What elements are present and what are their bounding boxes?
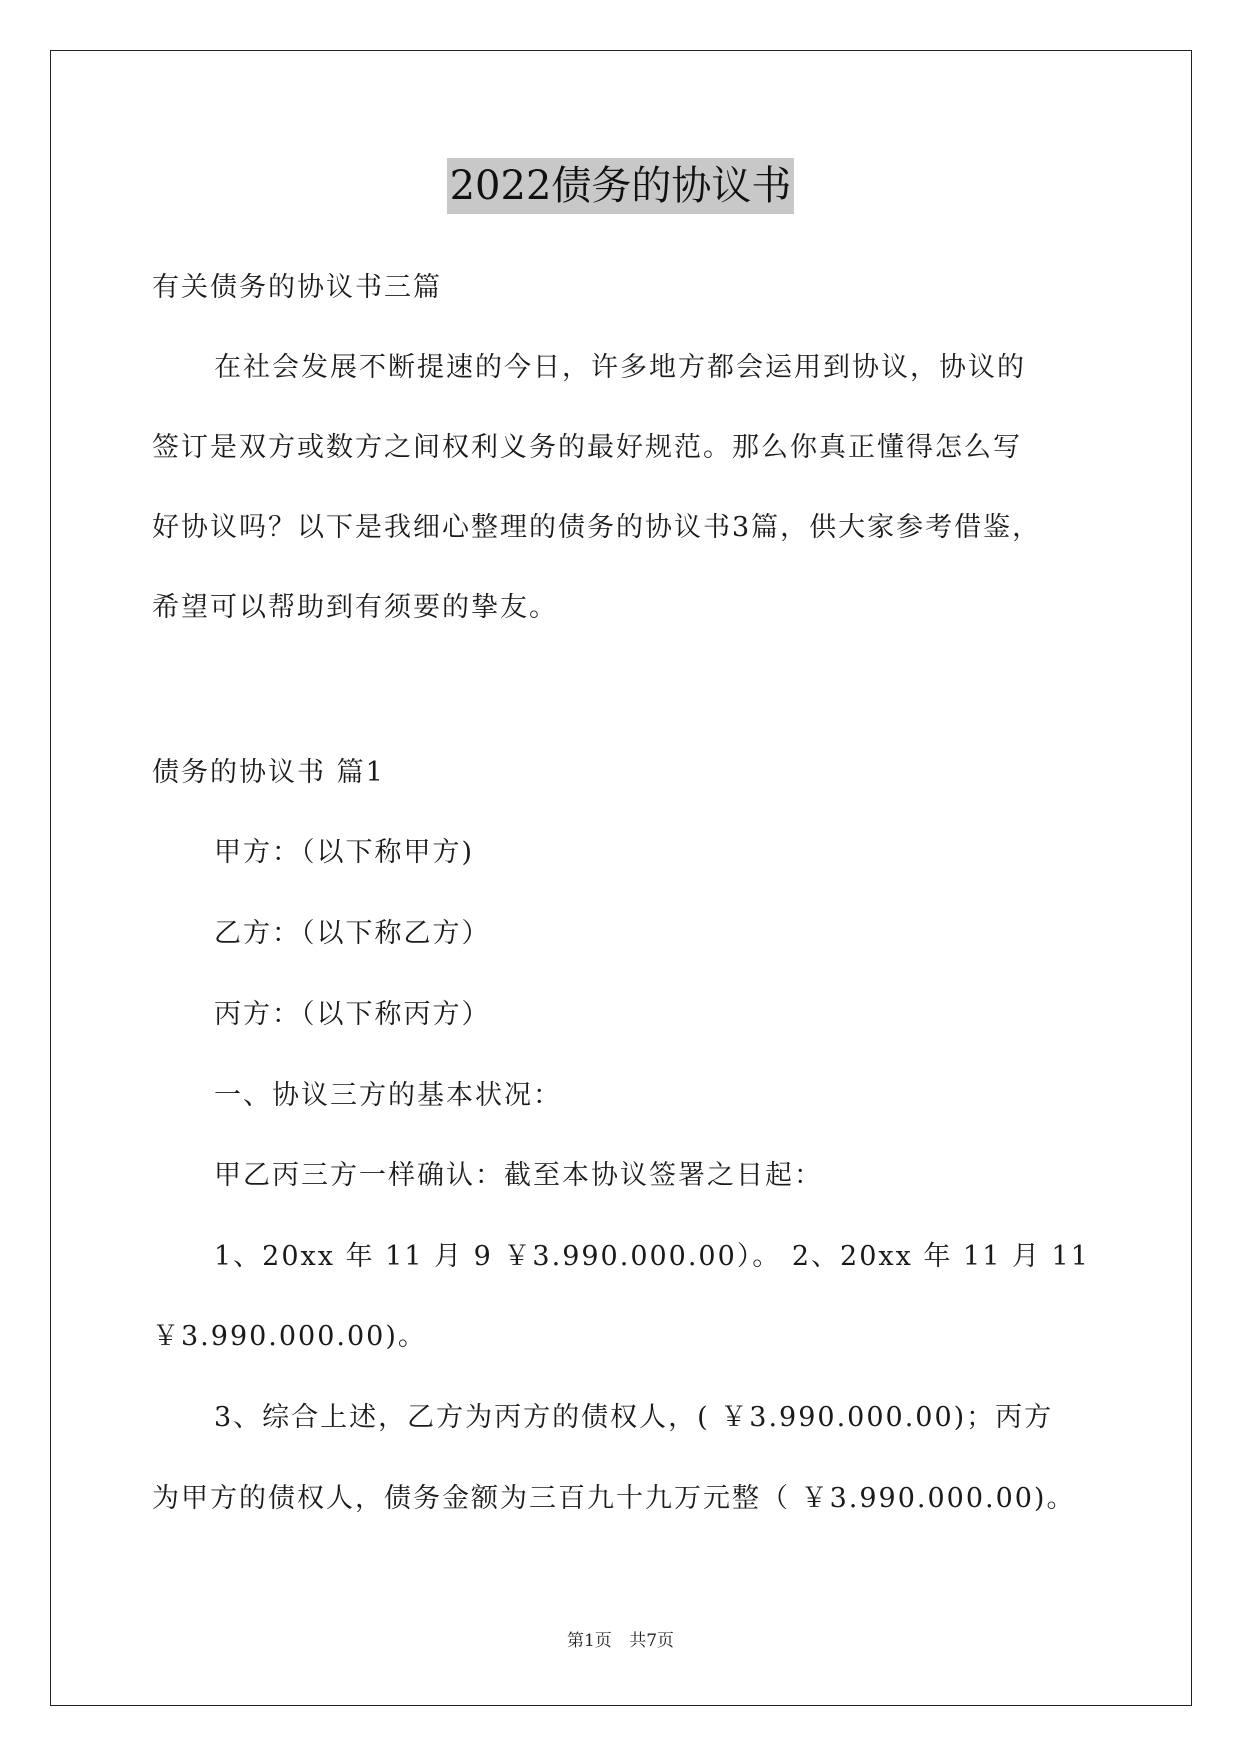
section-heading: 债务的协议书 篇1	[152, 757, 385, 788]
intro-line-4: 希望可以帮助到有须要的挚友。	[152, 592, 558, 623]
party-b-line: 乙方：（以下称乙方）	[214, 918, 491, 949]
party-c-line: 丙方：（以下称丙方）	[214, 999, 491, 1030]
page-number: 第1页	[566, 1631, 612, 1651]
item-line-1: 1、20xx 年 11 月 9 ￥3.990.000.00）。 2、20xx 年 11 月 11	[214, 1241, 1090, 1272]
intro-line-2: 签订是双方或数方之间权利义务的最好规范。那么你真正懂得怎么写	[152, 432, 1022, 463]
item-line-4: 为甲方的债权人，债务金额为三百九十九万元整（ ￥3.990.000.00)。	[152, 1483, 1076, 1514]
clause-heading: 一、协议三方的基本状况：	[214, 1080, 562, 1111]
document-subtitle: 有关债务的协议书三篇	[152, 272, 442, 303]
intro-line-3: 好协议吗？以下是我细心整理的债务的协议书3篇，供大家参考借鉴，	[152, 512, 1042, 543]
document-title-wrap	[0, 158, 1241, 214]
item-line-2: ￥3.990.000.00)。	[152, 1321, 427, 1352]
party-a-line: 甲方：（以下称甲方)	[214, 837, 475, 868]
page-total: 共7页	[629, 1631, 675, 1651]
document-title: 2022债务的协议书	[447, 158, 795, 214]
confirmation-line: 甲乙丙三方一样确认：截至本协议签署之日起：	[214, 1160, 823, 1191]
intro-line-1: 在社会发展不断提速的今日，许多地方都会运用到协议，协议的	[214, 352, 1026, 383]
page-footer	[0, 1626, 1241, 1651]
item-line-3: 3、综合上述，乙方为丙方的债权人，( ￥3.990.000.00)；丙方	[214, 1402, 1054, 1433]
